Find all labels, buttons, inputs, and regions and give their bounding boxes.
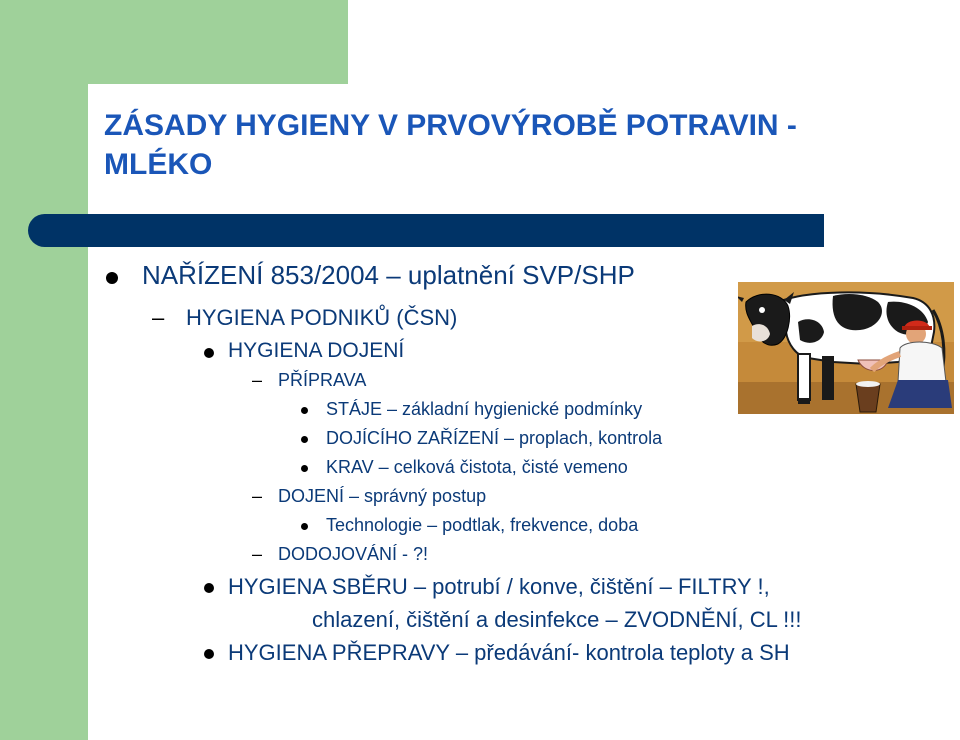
bullet-regulation: NAŘÍZENÍ 853/2004 – uplatnění SVP/SHP: [142, 260, 635, 290]
slide-title: ZÁSADY HYGIENY V PRVOVÝROBĚ POTRAVIN - MLÉKO: [104, 109, 797, 181]
title-underline-bar: [28, 214, 824, 247]
bullet-milking-equipment: DOJÍCÍHO ZAŘÍZENÍ – proplach, kontrola: [326, 428, 663, 448]
dash-company-hygiene: – HYGIENA PODNIKŮ (ČSN): [186, 305, 457, 331]
dash-milking: – DOJENÍ – správný postup: [278, 486, 486, 507]
bullet-stables: STÁJE – základní hygienické podmínky: [326, 399, 643, 419]
bullet-transport-hygiene: HYGIENA PŘEPRAVY – předávání- kontrola teploty a SH: [228, 640, 790, 665]
bullet-milking-hygiene: HYGIENA DOJENÍ: [228, 339, 405, 362]
dash-stripping: – DODOJOVÁNÍ - ?!: [278, 544, 428, 565]
bullet-collection-hygiene: HYGIENA SBĚRU – potrubí / konve, čištění – FILTRY !,: [228, 574, 770, 599]
left-green-bar: [0, 0, 88, 740]
bullet-technology: Technologie – podtlak, frekvence, doba: [326, 515, 639, 535]
cow-milking-clipart: [738, 282, 954, 414]
top-green-block: [0, 0, 348, 84]
bullet-cows: KRAV – celková čistota, čisté vemeno: [326, 457, 628, 477]
dash-preparation: – PŘÍPRAVA: [278, 370, 366, 391]
collection-hygiene-continued: chlazení, čištění a desinfekce – ZVODNĚNÍ, CL !!!: [312, 607, 802, 632]
